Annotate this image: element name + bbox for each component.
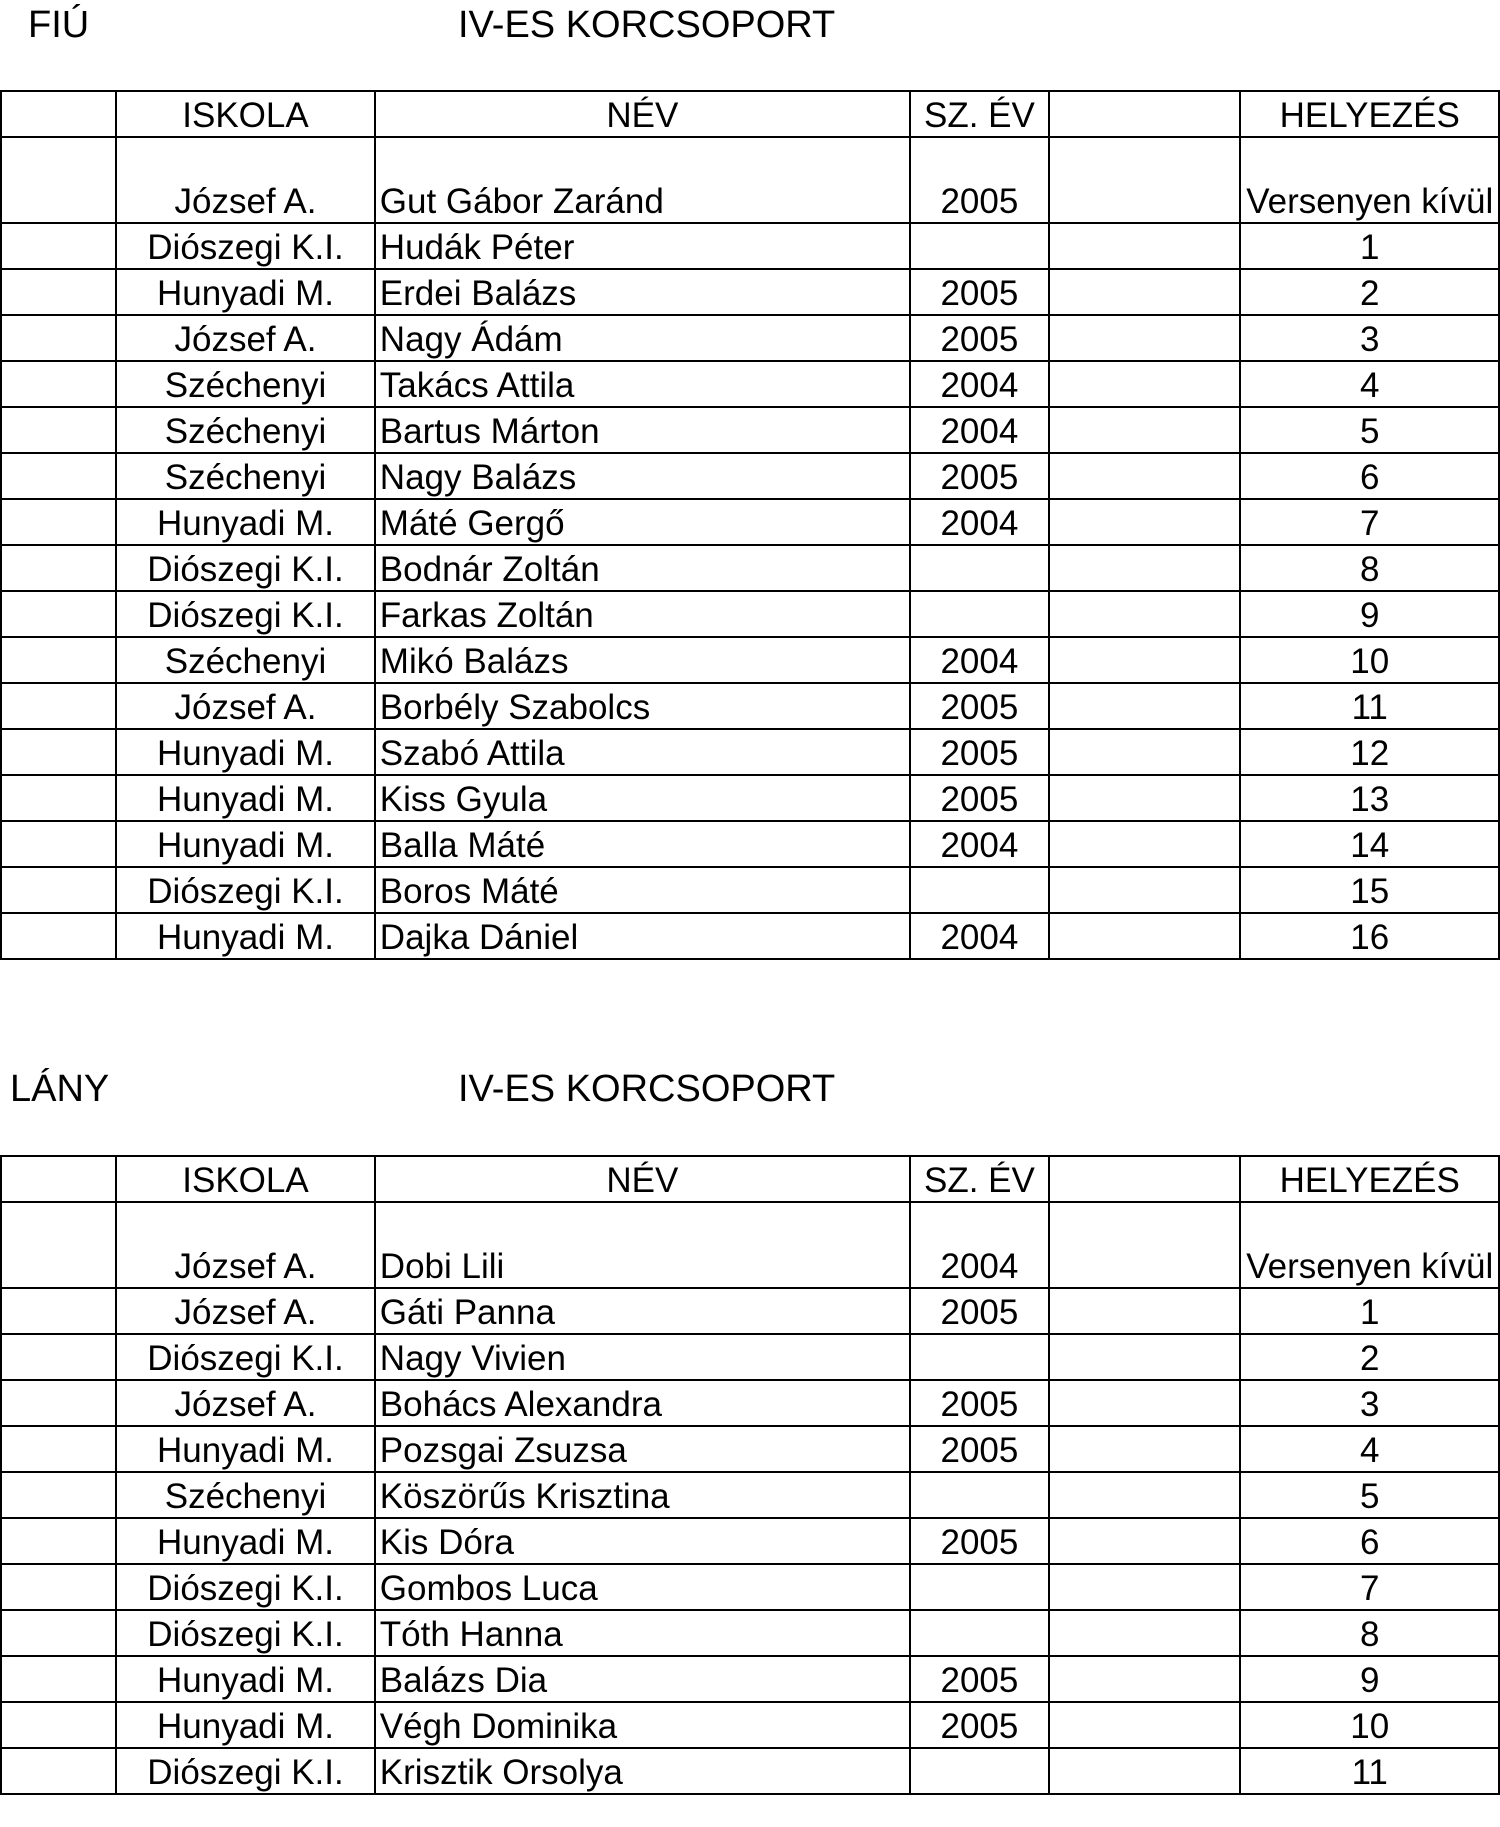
col-header-year: SZ. ÉV	[910, 91, 1049, 137]
name-cell: Nagy Ádám	[375, 315, 910, 361]
table-row	[1, 1748, 1499, 1794]
birth-year-cell: 2005	[910, 137, 1049, 223]
section-heading-girls	[0, 1064, 1500, 1114]
table-row	[1, 729, 1499, 775]
name-cell: Szabó Attila	[375, 729, 910, 775]
col-header-name: NÉV	[375, 1156, 910, 1202]
table-header-row	[1, 1156, 1499, 1202]
placement-cell: 8	[1240, 545, 1499, 591]
name-cell: Mikó Balázs	[375, 637, 910, 683]
school-cell: Széchenyi	[116, 453, 375, 499]
placement-cell: Versenyen kívül	[1240, 1202, 1499, 1288]
school-cell: Hunyadi M.	[116, 1656, 375, 1702]
col-header-place: HELYEZÉS	[1240, 91, 1499, 137]
table-row	[1, 913, 1499, 959]
school-cell: Hunyadi M.	[116, 913, 375, 959]
table-row	[1, 1288, 1499, 1334]
placement-cell: 13	[1240, 775, 1499, 821]
birth-year-cell: 2004	[910, 913, 1049, 959]
placement-cell: 4	[1240, 1426, 1499, 1472]
table-row	[1, 1656, 1499, 1702]
school-cell: József A.	[116, 1288, 375, 1334]
placement-cell: 7	[1240, 1564, 1499, 1610]
placement-cell: 5	[1240, 1472, 1499, 1518]
table-header-row	[1, 91, 1499, 137]
school-cell: Széchenyi	[116, 407, 375, 453]
name-cell: Hudák Péter	[375, 223, 910, 269]
table-row	[1, 775, 1499, 821]
placement-cell: 16	[1240, 913, 1499, 959]
birth-year-cell	[910, 1610, 1049, 1656]
table-row	[1, 821, 1499, 867]
name-cell: Bodnár Zoltán	[375, 545, 910, 591]
name-cell: Boros Máté	[375, 867, 910, 913]
birth-year-cell: 2005	[910, 1380, 1049, 1426]
birth-year-cell	[910, 1472, 1049, 1518]
col-header-school: ISKOLA	[116, 1156, 375, 1202]
placement-cell: 2	[1240, 269, 1499, 315]
table-row	[1, 1426, 1499, 1472]
table-row	[1, 1564, 1499, 1610]
birth-year-cell: 2005	[910, 1518, 1049, 1564]
placement-cell: 9	[1240, 1656, 1499, 1702]
birth-year-cell: 2005	[910, 1656, 1049, 1702]
placement-cell: 11	[1240, 1748, 1499, 1794]
name-cell: Balla Máté	[375, 821, 910, 867]
school-cell: Diószegi K.I.	[116, 223, 375, 269]
table-row	[1, 361, 1499, 407]
birth-year-cell	[910, 545, 1049, 591]
school-cell: Diószegi K.I.	[116, 1748, 375, 1794]
table-row	[1, 1518, 1499, 1564]
col-header-year: SZ. ÉV	[910, 1156, 1049, 1202]
table-row	[1, 315, 1499, 361]
placement-cell: 4	[1240, 361, 1499, 407]
school-cell: Hunyadi M.	[116, 775, 375, 821]
age-group-label: IV-ES KORCSOPORT	[458, 1068, 836, 1110]
school-cell: Hunyadi M.	[116, 1702, 375, 1748]
name-cell: Takács Attila	[375, 361, 910, 407]
table-row	[1, 407, 1499, 453]
placement-cell: 8	[1240, 1610, 1499, 1656]
school-cell: Hunyadi M.	[116, 821, 375, 867]
table-row	[1, 453, 1499, 499]
placement-cell: 11	[1240, 683, 1499, 729]
name-cell: Krisztik Orsolya	[375, 1748, 910, 1794]
table-row	[1, 499, 1499, 545]
birth-year-cell: 2005	[910, 775, 1049, 821]
placement-cell: 10	[1240, 1702, 1499, 1748]
table-row	[1, 1472, 1499, 1518]
birth-year-cell	[910, 1564, 1049, 1610]
placement-cell: 5	[1240, 407, 1499, 453]
results-table-boys	[0, 90, 1500, 960]
name-cell: Dobi Lili	[375, 1202, 910, 1288]
school-cell: Diószegi K.I.	[116, 1564, 375, 1610]
name-cell: Erdei Balázs	[375, 269, 910, 315]
placement-cell: 10	[1240, 637, 1499, 683]
school-cell: Diószegi K.I.	[116, 545, 375, 591]
placement-cell: 3	[1240, 315, 1499, 361]
table-row	[1, 637, 1499, 683]
placement-cell: 7	[1240, 499, 1499, 545]
placement-cell: 9	[1240, 591, 1499, 637]
col-header-name: NÉV	[375, 91, 910, 137]
birth-year-cell: 2004	[910, 407, 1049, 453]
name-cell: Tóth Hanna	[375, 1610, 910, 1656]
table-row	[1, 1334, 1499, 1380]
name-cell: Nagy Balázs	[375, 453, 910, 499]
birth-year-cell: 2004	[910, 1202, 1049, 1288]
birth-year-cell: 2005	[910, 315, 1049, 361]
name-cell: Balázs Dia	[375, 1656, 910, 1702]
birth-year-cell	[910, 1334, 1049, 1380]
name-cell: Dajka Dániel	[375, 913, 910, 959]
table-row	[1, 867, 1499, 913]
name-cell: Borbély Szabolcs	[375, 683, 910, 729]
placement-cell: 1	[1240, 1288, 1499, 1334]
placement-cell: Versenyen kívül	[1240, 137, 1499, 223]
col-header-place: HELYEZÉS	[1240, 1156, 1499, 1202]
table-row	[1, 1380, 1499, 1426]
placement-cell: 15	[1240, 867, 1499, 913]
age-group-label: IV-ES KORCSOPORT	[458, 4, 836, 46]
name-cell: Kis Dóra	[375, 1518, 910, 1564]
school-cell: Hunyadi M.	[116, 1518, 375, 1564]
school-cell: Hunyadi M.	[116, 269, 375, 315]
birth-year-cell: 2005	[910, 683, 1049, 729]
col-header-school: ISKOLA	[116, 91, 375, 137]
table-row	[1, 683, 1499, 729]
school-cell: Diószegi K.I.	[116, 1610, 375, 1656]
section-heading-boys	[0, 0, 1500, 50]
school-cell: Diószegi K.I.	[116, 1334, 375, 1380]
birth-year-cell: 2004	[910, 361, 1049, 407]
placement-cell: 2	[1240, 1334, 1499, 1380]
results-table-girls	[0, 1155, 1500, 1795]
birth-year-cell: 2005	[910, 269, 1049, 315]
placement-cell: 1	[1240, 223, 1499, 269]
name-cell: Kiss Gyula	[375, 775, 910, 821]
gender-label: LÁNY	[10, 1068, 110, 1110]
table-row	[1, 1702, 1499, 1748]
school-cell: József A.	[116, 1380, 375, 1426]
school-cell: József A.	[116, 1202, 375, 1288]
birth-year-cell: 2005	[910, 1426, 1049, 1472]
name-cell: Pozsgai Zsuzsa	[375, 1426, 910, 1472]
name-cell: Bartus Márton	[375, 407, 910, 453]
placement-cell: 12	[1240, 729, 1499, 775]
birth-year-cell	[910, 223, 1049, 269]
table-row	[1, 1202, 1499, 1288]
birth-year-cell	[910, 591, 1049, 637]
name-cell: Máté Gergő	[375, 499, 910, 545]
name-cell: Végh Dominika	[375, 1702, 910, 1748]
name-cell: Gombos Luca	[375, 1564, 910, 1610]
school-cell: Széchenyi	[116, 1472, 375, 1518]
placement-cell: 6	[1240, 453, 1499, 499]
birth-year-cell: 2005	[910, 1702, 1049, 1748]
birth-year-cell: 2004	[910, 637, 1049, 683]
school-cell: József A.	[116, 683, 375, 729]
birth-year-cell: 2005	[910, 1288, 1049, 1334]
table-row	[1, 223, 1499, 269]
birth-year-cell	[910, 1748, 1049, 1794]
school-cell: Diószegi K.I.	[116, 867, 375, 913]
birth-year-cell: 2005	[910, 729, 1049, 775]
school-cell: Széchenyi	[116, 637, 375, 683]
school-cell: Hunyadi M.	[116, 729, 375, 775]
table-row	[1, 1610, 1499, 1656]
table-row	[1, 269, 1499, 315]
school-cell: Széchenyi	[116, 361, 375, 407]
school-cell: József A.	[116, 137, 375, 223]
school-cell: Hunyadi M.	[116, 1426, 375, 1472]
gender-label: FIÚ	[28, 4, 90, 46]
placement-cell: 14	[1240, 821, 1499, 867]
name-cell: Gáti Panna	[375, 1288, 910, 1334]
school-cell: Diószegi K.I.	[116, 591, 375, 637]
name-cell: Gut Gábor Zaránd	[375, 137, 910, 223]
table-row	[1, 591, 1499, 637]
table-row	[1, 545, 1499, 591]
placement-cell: 3	[1240, 1380, 1499, 1426]
name-cell: Bohács Alexandra	[375, 1380, 910, 1426]
school-cell: József A.	[116, 315, 375, 361]
school-cell: Hunyadi M.	[116, 499, 375, 545]
name-cell: Köszörűs Krisztina	[375, 1472, 910, 1518]
name-cell: Nagy Vivien	[375, 1334, 910, 1380]
name-cell: Farkas Zoltán	[375, 591, 910, 637]
placement-cell: 6	[1240, 1518, 1499, 1564]
birth-year-cell: 2005	[910, 453, 1049, 499]
birth-year-cell: 2004	[910, 499, 1049, 545]
birth-year-cell	[910, 867, 1049, 913]
birth-year-cell: 2004	[910, 821, 1049, 867]
table-row	[1, 137, 1499, 223]
